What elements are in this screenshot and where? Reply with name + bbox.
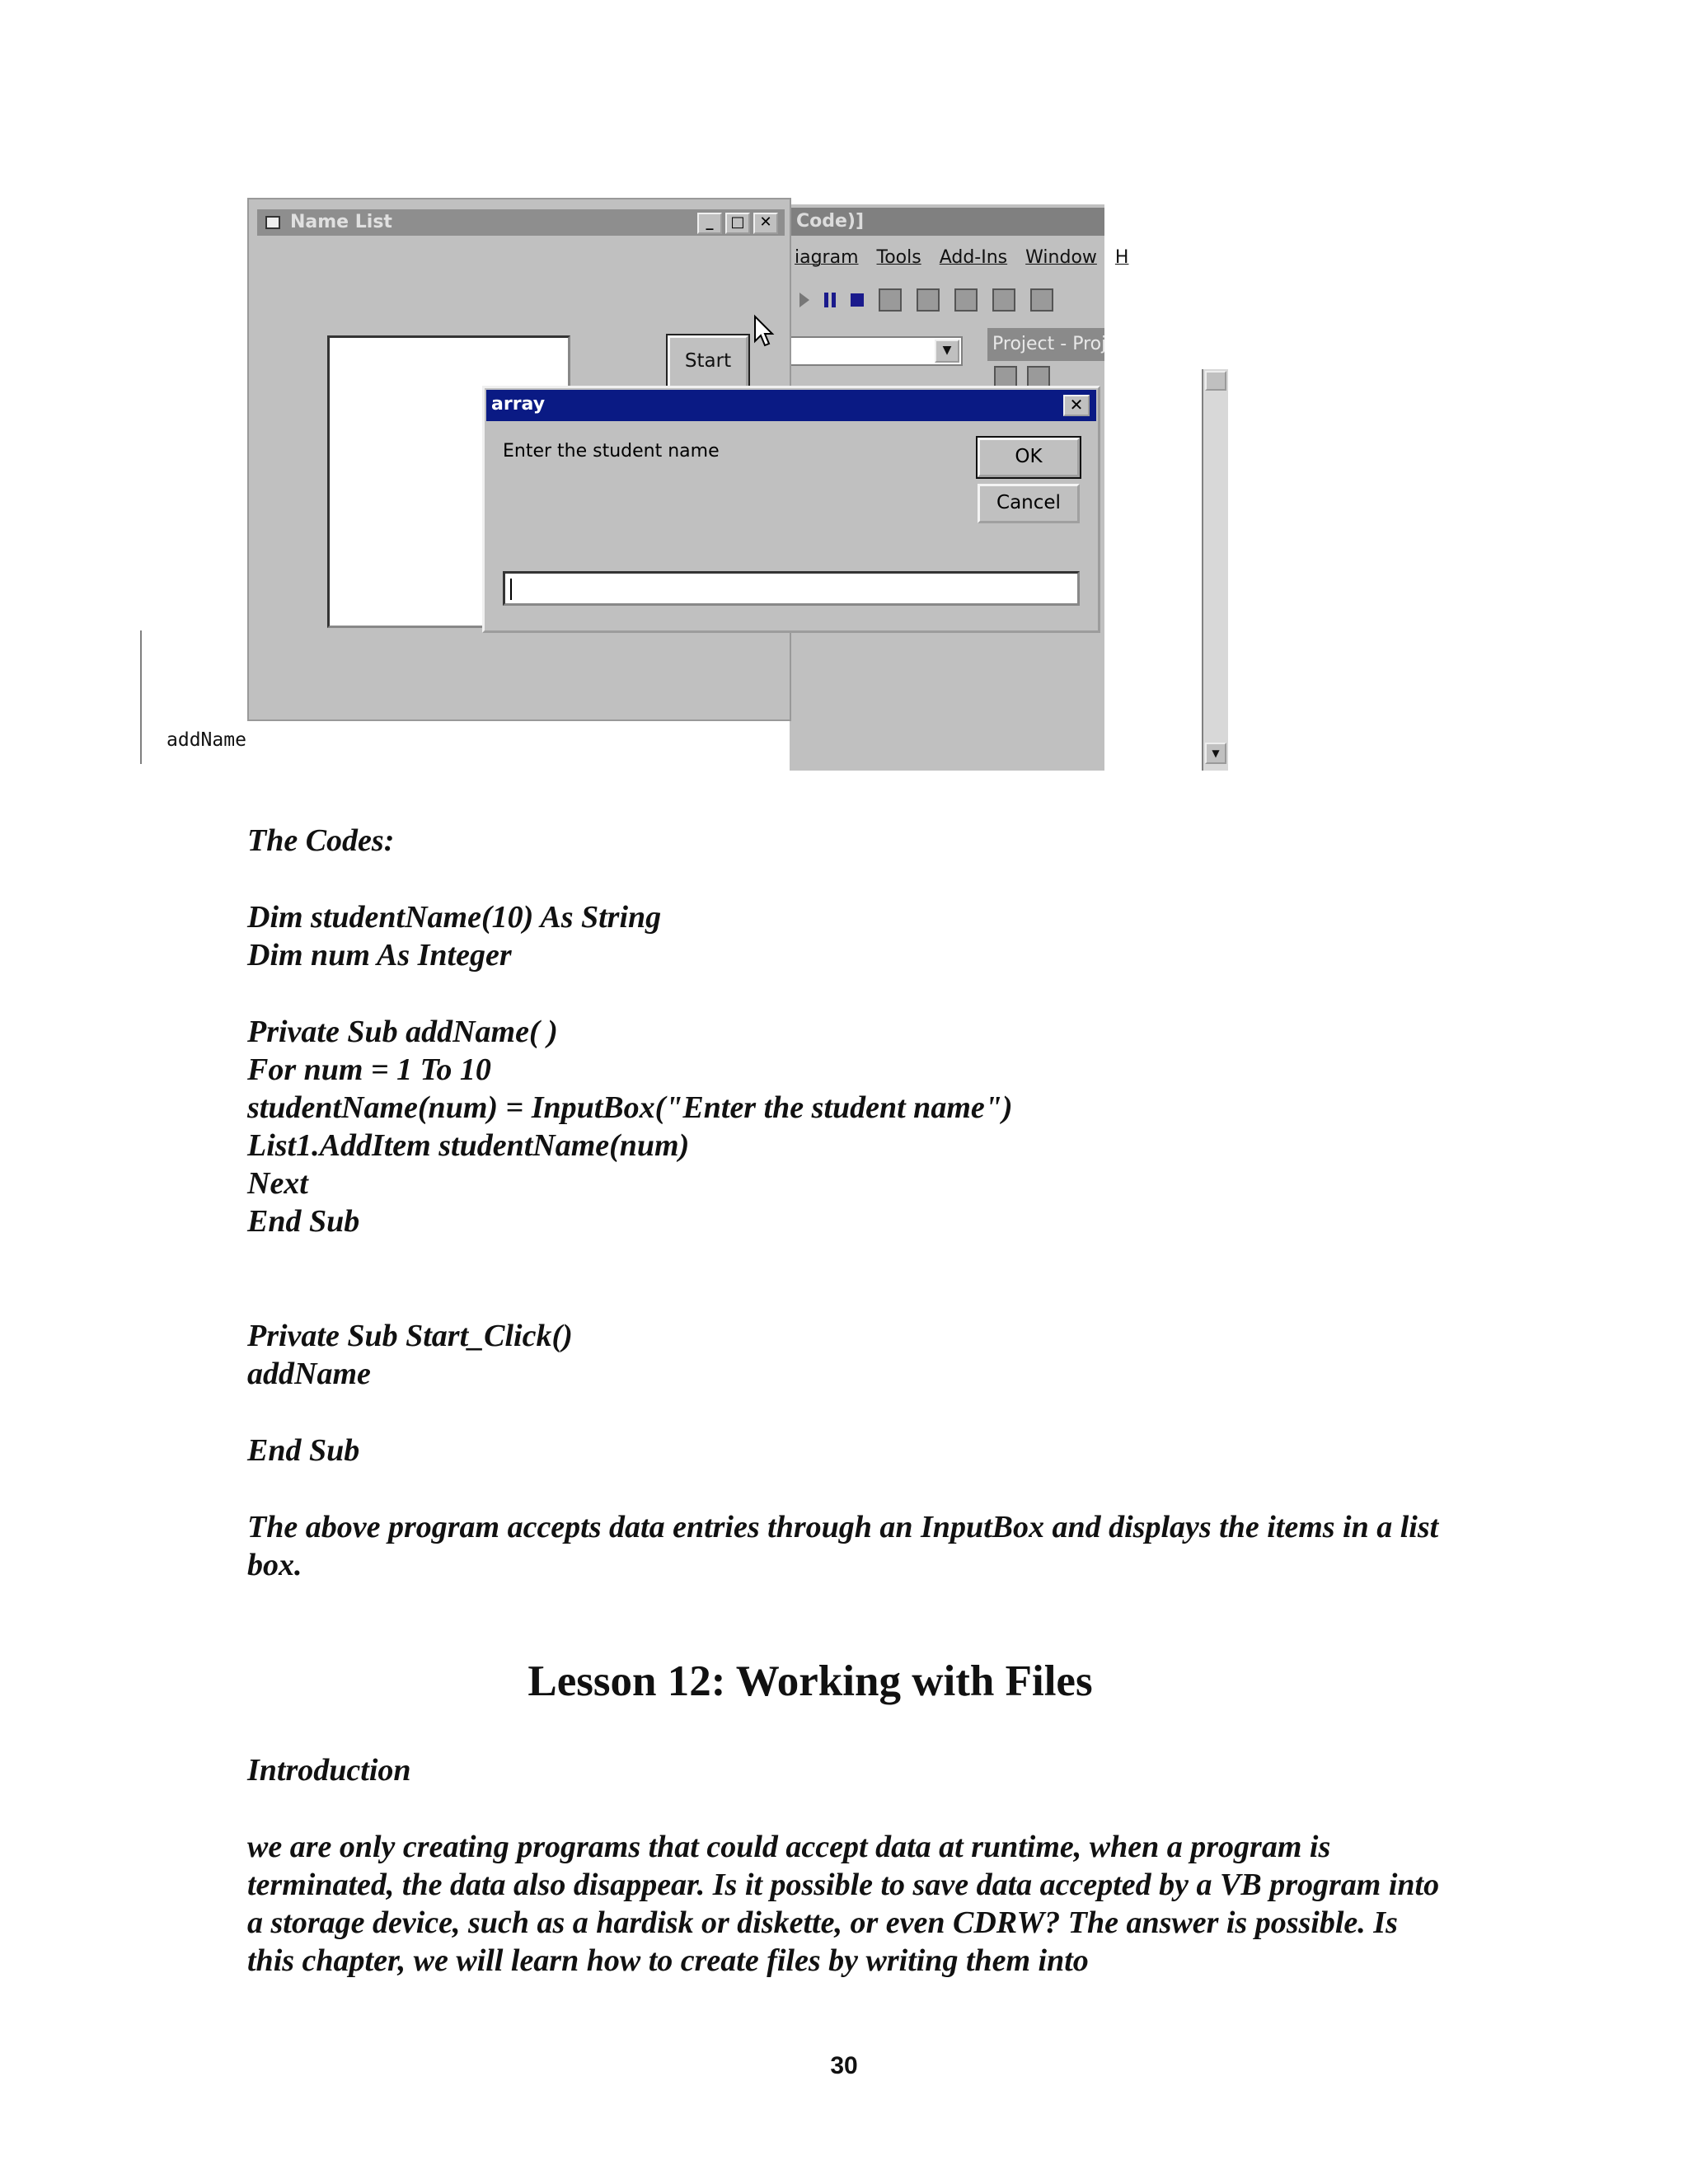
maximize-button[interactable]: □ bbox=[725, 213, 750, 234]
page-number: 30 bbox=[830, 2052, 858, 2079]
lesson-title: Lesson 12: Working with Files bbox=[528, 1657, 1093, 1705]
close-button[interactable]: ✕ bbox=[753, 213, 778, 234]
code-line-9: Private Sub Start_Click() bbox=[247, 1319, 573, 1353]
menu-window[interactable]: Window bbox=[1025, 247, 1097, 268]
student-name-input[interactable] bbox=[503, 571, 1080, 606]
ide-toolbar bbox=[790, 284, 1104, 316]
chevron-down-icon[interactable]: ▼ bbox=[935, 340, 959, 363]
form-layout-icon[interactable] bbox=[954, 288, 978, 312]
ide-title-bar[interactable]: Code)] bbox=[790, 208, 1104, 236]
menu-help[interactable]: H bbox=[1114, 247, 1129, 268]
pause-icon[interactable] bbox=[824, 293, 836, 307]
menu-add-ins[interactable]: Add-Ins bbox=[939, 247, 1008, 268]
code-line-7: Next bbox=[247, 1166, 308, 1201]
start-button[interactable]: Start bbox=[668, 335, 748, 388]
summary-paragraph: The above program accepts data entries through an InputBox and displays the items in a list box. bbox=[247, 1510, 1439, 1582]
cancel-button[interactable]: Cancel bbox=[978, 484, 1080, 523]
introduction-paragraph: we are only creating programs that could accept data at runtime, when a program is terminated, the data also disappear. Is it possible to save data accepted by a VB program into a storage device, such as a hardisk or diskette, or even CDRW? The answer is possible. Is this chapter, we will learn how to create files by writing them into bbox=[247, 1830, 1440, 1978]
code-line-5: studentName(num) = InputBox("Enter the student name") bbox=[247, 1090, 1013, 1125]
ok-button[interactable]: OK bbox=[978, 438, 1080, 477]
project-explorer-icon[interactable] bbox=[879, 288, 902, 312]
code-line: addName bbox=[166, 729, 246, 751]
ide-menu-bar bbox=[790, 247, 1128, 272]
dialog-title: array bbox=[491, 394, 546, 415]
form-title: Name List bbox=[290, 212, 392, 232]
run-icon[interactable] bbox=[799, 293, 809, 307]
mouse-pointer-icon bbox=[753, 315, 775, 348]
form-icon bbox=[265, 216, 280, 229]
code-line-2: Dim num As Integer bbox=[247, 938, 512, 972]
vb-screenshot bbox=[166, 198, 1220, 771]
code-line-11: End Sub bbox=[247, 1433, 360, 1468]
scroll-down-icon[interactable]: ▼ bbox=[1205, 743, 1226, 764]
code-line-3: Private Sub addName( ) bbox=[247, 1015, 558, 1049]
form-title-bar[interactable] bbox=[257, 209, 785, 236]
code-line-6: List1.AddItem studentName(num) bbox=[247, 1128, 690, 1163]
scrollbar-thumb[interactable] bbox=[1205, 371, 1226, 391]
stop-icon[interactable] bbox=[851, 293, 864, 307]
introduction-heading: Introduction bbox=[247, 1753, 411, 1788]
code-line-4: For num = 1 To 10 bbox=[247, 1052, 491, 1087]
close-icon[interactable]: ✕ bbox=[1063, 395, 1090, 416]
minimize-button[interactable]: _ bbox=[697, 213, 722, 234]
menu-tools[interactable]: Tools bbox=[876, 247, 921, 268]
properties-icon[interactable] bbox=[917, 288, 940, 312]
toolbox-icon[interactable] bbox=[1030, 288, 1053, 312]
procedure-combo[interactable] bbox=[790, 336, 963, 366]
menu-diagram[interactable]: iagram bbox=[795, 247, 859, 268]
code-scrollbar[interactable] bbox=[1202, 369, 1228, 771]
codes-heading: The Codes: bbox=[247, 823, 395, 858]
project-panel-title: Project - Proj bbox=[987, 328, 1104, 361]
inputbox-dialog bbox=[482, 386, 1100, 633]
object-browser-icon[interactable] bbox=[992, 288, 1015, 312]
dialog-prompt: Enter the student name bbox=[503, 441, 720, 462]
code-line-1: Dim studentName(10) As String bbox=[247, 900, 662, 935]
code-line-8: End Sub bbox=[247, 1204, 360, 1239]
code-line-10: addName bbox=[247, 1357, 371, 1391]
text-caret bbox=[510, 579, 512, 600]
dialog-title-bar[interactable] bbox=[486, 390, 1096, 421]
